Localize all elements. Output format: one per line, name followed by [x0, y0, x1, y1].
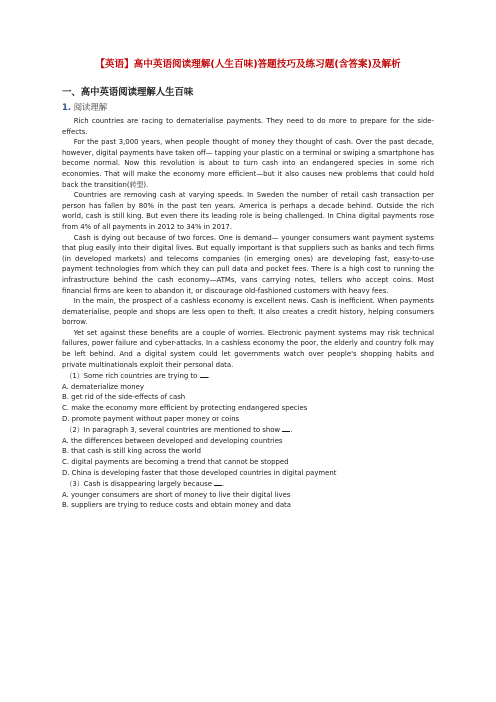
answer-blank: [200, 370, 210, 381]
question-end: .: [207, 372, 210, 381]
answer-option: C. make the economy more efficient by protecting endangered species: [62, 404, 308, 413]
question-text: （3）Cash is disappearing largely because: [65, 480, 212, 489]
answer-option: D. China is developing faster that those developed countries in digital payment: [62, 468, 337, 477]
question-end: .: [222, 480, 225, 489]
paragraph: Countries are removing cash at varying speeds. In Sweden the number of retail cash transaction per person has fallen by 80% in the past ten years. America is perhaps a decade behind. Outside the rich world, cash is still king. But even there its leading role is being challenged. In China digital payments rose from 4% of all payments in 2012 to 34% in 2017.: [62, 191, 434, 231]
answer-option: B. that cash is still king across the world: [62, 447, 201, 456]
question-text: （1）Some rich countries are trying to: [65, 372, 198, 381]
paragraph: Cash is dying out because of two forces. One is demand— younger consumers want payment systems that plug easily into their digital lives. But equally important is that suppliers such as banks and tech firms (in developed markets) and telecoms companies (in emerging ones) are developing fast, easy-to-use payment technologies from which they can pull data and pocket fees. There is a high cost to running the infrastructure behind the cash economy—ATMs, vans carrying notes, tellers who accept coins. Most financial firms are keen to abandon it, or discourage old-fashioned customers with heavy fees.: [62, 233, 434, 295]
paragraph: Yet set against these benefits are a couple of worries. Electronic payment systems may risk technical failures, power failure and cyber-attacks. In a cashless economy the poor, the elderly and country folk may be left behind. And a digital system could let governments watch over people's shopping habits and private multinationals exploit their personal data.: [62, 328, 434, 369]
question-stem: [62, 424, 434, 436]
answer-option: A. the differences between developed and developing countries: [62, 436, 283, 445]
question-text: （2）In paragraph 3, several countries are mentioned to show: [65, 426, 281, 435]
subsection-heading: [62, 101, 434, 113]
question-end: .: [290, 426, 293, 435]
question-stem: [62, 370, 434, 382]
answer-blank: [214, 478, 225, 489]
paragraph: Rich countries are racing to dematerialise payments. They need to do more to prepare for the side-effects.: [62, 117, 434, 136]
subsection-number: 1.: [62, 102, 72, 112]
paragraph: In the main, the prospect of a cashless economy is excellent news. Cash is inefficient. When payments dematerialise, people and shops are less open to theft. It also creates a credit history, helping consumers borrow.: [62, 297, 434, 327]
answer-option: B. get rid of the side-effects of cash: [62, 393, 186, 402]
answer-option: A. dematerialize money: [62, 382, 144, 391]
answer-option: A. younger consumers are short of money to live their digital lives: [62, 490, 291, 499]
question-stem: [62, 478, 434, 490]
answer-option: B. suppliers are trying to reduce costs and obtain money and data: [62, 501, 291, 510]
answer-option: D. promote payment without paper money or coins: [62, 414, 240, 423]
answer-option: C. digital payments are becoming a trend that cannot be stopped: [62, 458, 289, 466]
section-heading: 一、高中英语阅读理解人生百味: [62, 87, 194, 98]
document-title: 【英语】高中英语阅读理解(人生百味)答题技巧及练习题(含答案)及解析: [95, 59, 401, 70]
subsection-label: 阅读理解: [73, 102, 108, 112]
paragraph: For the past 3,000 years, when people thought of money they thought of cash. Over the past decade, however, digital payments have taken off— tapping your plastic on a terminal or swiping a smartphone has become normal. Now this revolution is about to turn cash into an endangered species in some rich economies. That will make the economy more efficient—but it also causes new problems that could hold back the transition(转型).: [62, 138, 434, 189]
